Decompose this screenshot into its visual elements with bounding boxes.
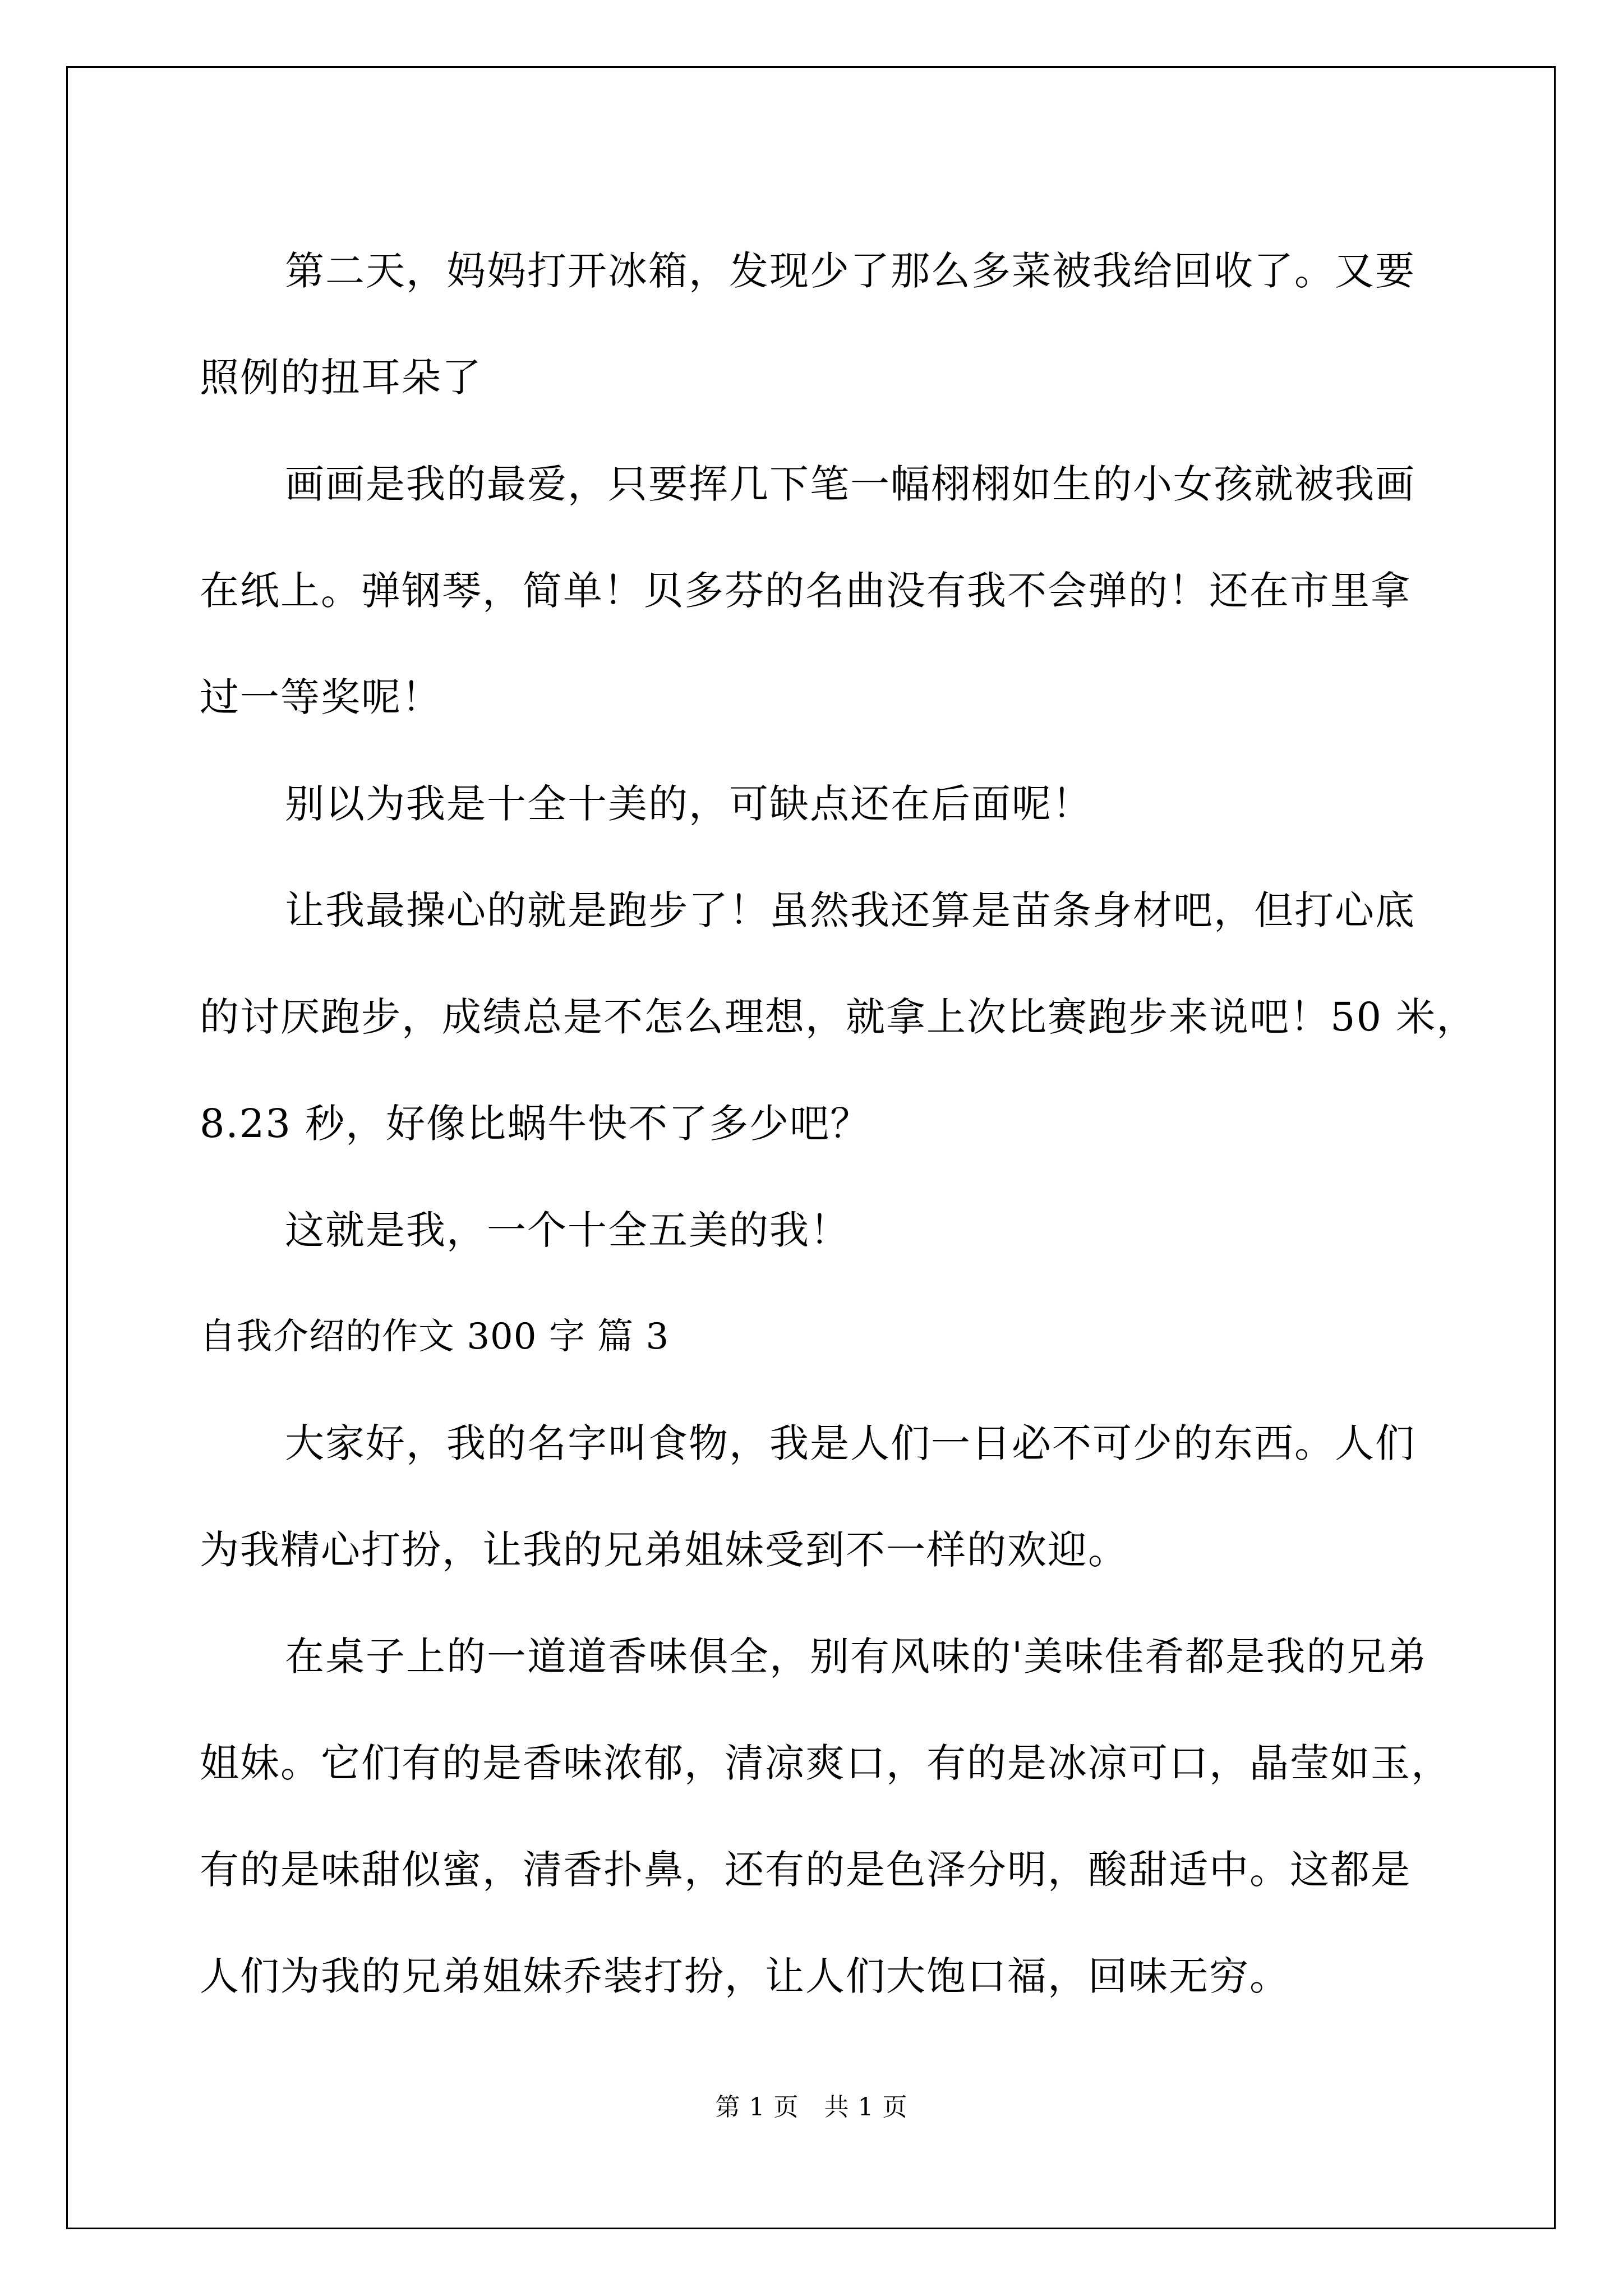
text-line: 人们为我的兄弟姐妹乔装打扮，让人们大饱口福，回味无穷。 bbox=[200, 1953, 1290, 1999]
text-line: 在纸上。弹钢琴，简单！贝多芬的名曲没有我不会弹的！还在市里拿 bbox=[200, 568, 1411, 614]
text-line: 姐妹。它们有的是香味浓郁，清凉爽口，有的是冰凉可口，晶莹如玉， bbox=[200, 1740, 1451, 1786]
text-line: 第二天，妈妈打开冰箱，发现少了那么多菜被我给回收了。又要 bbox=[285, 248, 1415, 294]
text-line: 这就是我，一个十全五美的我！ bbox=[285, 1207, 850, 1253]
page-footer: 第 1 页 共 1 页 bbox=[715, 2093, 908, 2122]
paragraph bbox=[200, 218, 1428, 431]
text-line: 画画是我的最爱，只要挥几下笔一幅栩栩如生的小女孩就被我画 bbox=[285, 461, 1415, 507]
text-line: 过一等奖呢！ bbox=[200, 674, 442, 720]
text-line: 照例的扭耳朵了 bbox=[200, 355, 482, 401]
text-line: 的讨厌跑步，成绩总是不怎么理想，就拿上次比赛跑步来说吧！50 米， bbox=[200, 994, 1477, 1040]
paragraph bbox=[200, 431, 1428, 751]
document-body bbox=[200, 218, 1477, 2030]
paragraph bbox=[200, 1603, 1451, 2030]
paragraph bbox=[200, 857, 1477, 1177]
text-line: 为我精心打扮，让我的兄弟姐妹受到不一样的欢迎。 bbox=[200, 1527, 1128, 1573]
text-line: 别以为我是十全十美的，可缺点还在后面呢！ bbox=[285, 781, 1092, 827]
text-line: 8.23 秒，好像比蜗牛快不了多少吧？ bbox=[200, 1101, 871, 1147]
text-line: 有的是味甜似蜜，清香扑鼻，还有的是色泽分明，酸甜适中。这都是 bbox=[200, 1847, 1411, 1893]
text-line: 让我最操心的就是跑步了！虽然我还算是苗条身材吧，但打心底 bbox=[285, 887, 1415, 933]
text-line: 大家好，我的名字叫食物，我是人们一日必不可少的东西。人们 bbox=[285, 1420, 1415, 1466]
paragraph bbox=[200, 751, 1428, 857]
paragraph bbox=[200, 1390, 1428, 1603]
text-line: 在桌子上的一道道香味俱全，别有风味的'美味佳肴都是我的兄弟 bbox=[285, 1634, 1428, 1680]
paragraph bbox=[200, 1177, 1428, 1283]
section-heading: 自我介绍的作文 300 字 篇 3 bbox=[200, 1316, 670, 1358]
